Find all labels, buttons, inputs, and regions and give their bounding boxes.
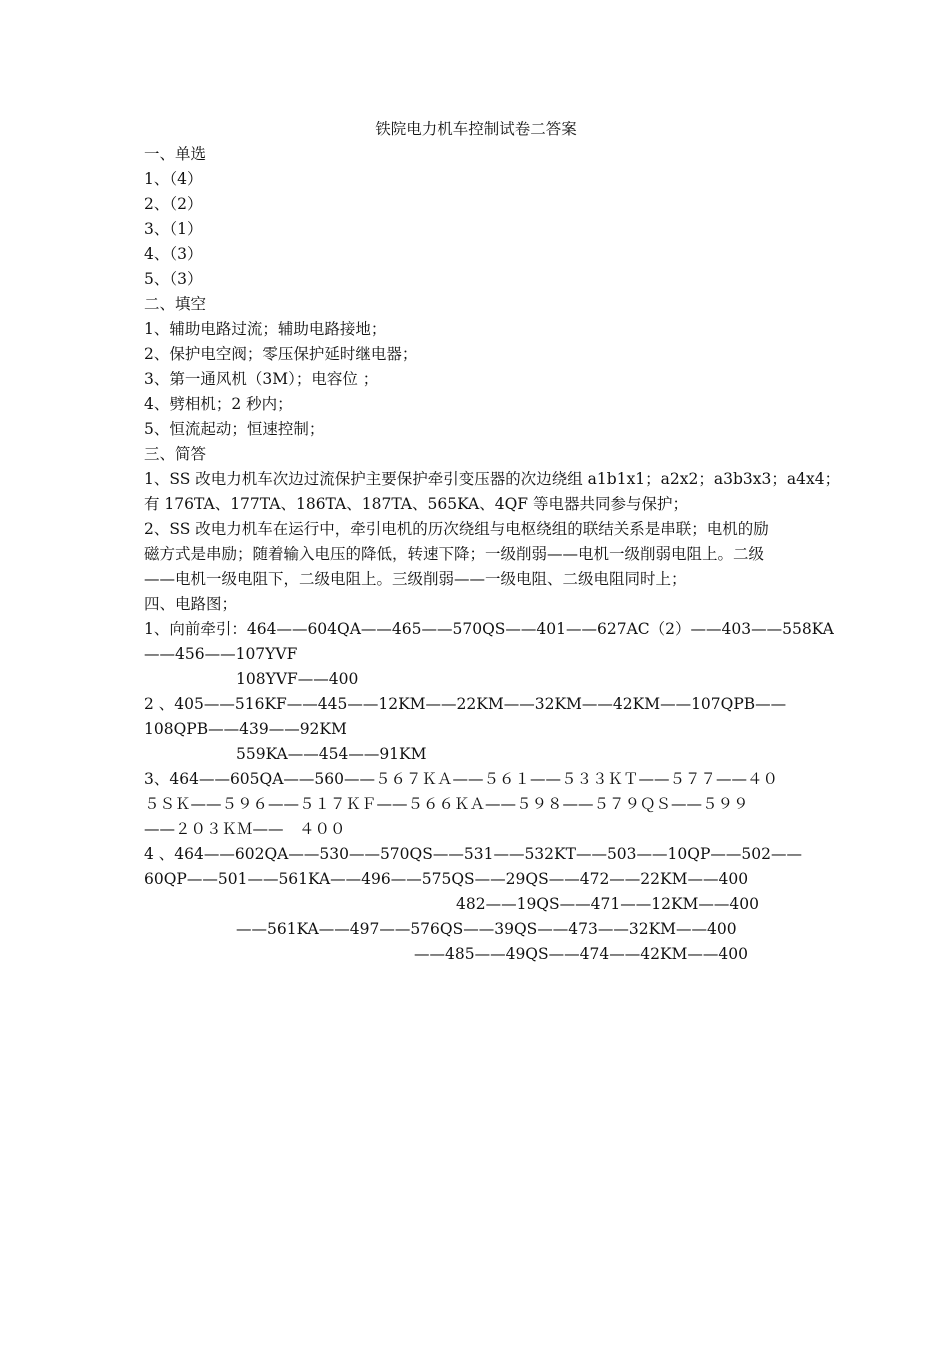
circuit-line: ——456——107YVF <box>144 645 298 663</box>
answer-line: 磁方式是串励；随着输入电压的降低，转速下降；一级削弱——电机一级削弱电阻上。二级 <box>144 545 765 563</box>
answer-line: 1、SS 改电力机车次边过流保护主要保护牵引变压器的次边绕组 a1b1x1；a2x2；a3b3x3；a4x4； <box>144 470 841 488</box>
section-3-heading: 三、简答 <box>144 445 207 463</box>
circuit-line: 60QP——501——561KA——496——575QS——29QS——472——22KM——400 <box>144 870 749 888</box>
circuit-line: ——561KA——497——576QS——39QS——473——32KM——400 <box>236 920 737 938</box>
page-title: 铁院电力机车控制试卷二答案 <box>375 120 577 138</box>
answer-line: 5、（3） <box>144 270 203 288</box>
answer-line: 4、（3） <box>144 245 203 263</box>
circuit-line: 2 、405——516KF——445——12KM——22KM——32KM——42KM——107QPB—— <box>144 695 787 713</box>
circuit-line: 559KA——454——91KM <box>236 745 427 763</box>
answer-line: 1、（4） <box>144 170 203 188</box>
section-2-heading: 二、填空 <box>144 295 207 313</box>
circuit-line: ——485——49QS——474——42KM——400 <box>414 945 748 963</box>
circuit-line: 3、464——605QA——560——５６７ＫＡ——５６１——５３３ＫＴ——５７７——４０ <box>144 770 779 788</box>
section-1-heading: 一、单选 <box>144 145 207 163</box>
section-4-heading: 四、电路图； <box>144 595 238 613</box>
answer-line: 有 176TA、177TA、186TA、187TA、565KA、4QF 等电器共同参与保护； <box>144 495 688 513</box>
circuit-line: 482——19QS——471——12KM——400 <box>456 895 759 913</box>
answer-line: 3、（1） <box>144 220 203 238</box>
answer-line: 1、辅助电路过流；辅助电路接地； <box>144 320 387 338</box>
circuit-line: 108YVF——400 <box>236 670 359 688</box>
circuit-line: 1、向前牵引：464——604QA——465——570QS——401——627AC（2）——403——558KA <box>144 620 834 638</box>
circuit-line: ５ＳＫ——５９６——５１７ＫＦ——５６６ＫＡ——５９８——５７９ＱＳ——５９９ <box>144 795 749 813</box>
answer-line: 5、恒流起动；恒速控制； <box>144 420 325 438</box>
answer-line: 3、第一通风机（3M）；电容位 ； <box>144 370 379 388</box>
answer-line: 2、SS 改电力机车在运行中，牵引电机的历次绕组与电枢绕组的联结关系是串联；电机的励 <box>144 520 769 538</box>
circuit-line: 108QPB——439——92KM <box>144 720 347 738</box>
circuit-line: ——２０３ＫＭ—— ４００ <box>144 820 346 838</box>
answer-line: 4、劈相机；2 秒内； <box>144 395 293 413</box>
answer-line: ——电机一级电阻下，二级电阻上。三级削弱——一级电阻、二级电阻同时上； <box>144 570 687 588</box>
circuit-line: 4 、464——602QA——530——570QS——531——532KT——503——10QP——502—— <box>144 845 802 863</box>
answer-line: 2、（2） <box>144 195 203 213</box>
answer-line: 2、保护电空阀；零压保护延时继电器； <box>144 345 418 363</box>
